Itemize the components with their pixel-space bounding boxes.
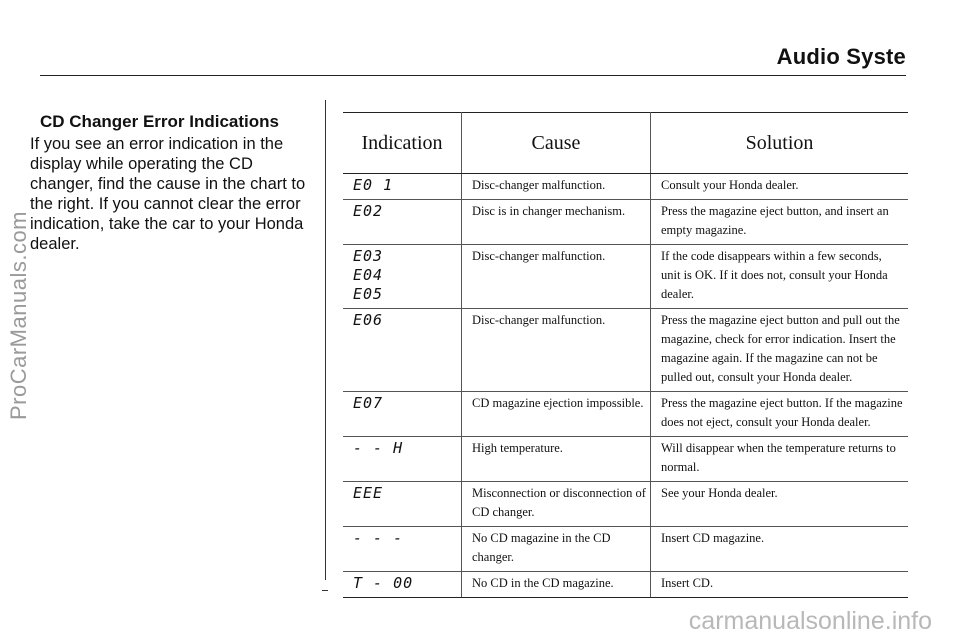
section-heading: CD Changer Error Indications <box>40 112 279 131</box>
solution-cell: Insert CD magazine. <box>651 527 909 572</box>
solution-cell: Press the magazine eject button, and insert an empty magazine. <box>651 200 909 245</box>
indication-cell <box>343 245 462 309</box>
solution-cell: If the code disappears within a few seconds, unit is OK. If it does not, consult your Honda dealer. <box>651 245 909 309</box>
solution-cell: See your Honda dealer. <box>651 482 909 527</box>
error-code: T - 00 <box>353 574 414 592</box>
header-solution: Solution <box>651 113 909 174</box>
table-row <box>343 482 908 527</box>
indication-cell <box>343 392 462 437</box>
column-divider <box>325 100 326 580</box>
cause-cell: No CD in the CD magazine. <box>462 572 651 598</box>
indication-cell <box>343 482 462 527</box>
table-header-row <box>343 113 908 174</box>
table-row <box>343 245 908 309</box>
error-code: EEE <box>353 484 384 502</box>
indication-cell <box>343 437 462 482</box>
table-row <box>343 527 908 572</box>
indication-cell <box>343 527 462 572</box>
table-row <box>343 392 908 437</box>
indication-cell <box>343 200 462 245</box>
header-indication: Indication <box>343 113 462 174</box>
solution-cell: Press the magazine eject button. If the magazine does not eject, consult your Honda dealer. <box>651 392 909 437</box>
solution-cell: Press the magazine eject button and pull out the magazine, check for error indication. Insert the magazine again. If the magazine can not be pulled out, consult your Honda dealer. <box>651 309 909 392</box>
solution-cell: Consult your Honda dealer. <box>651 174 909 200</box>
error-code: E04 <box>353 266 384 284</box>
cause-cell: Disc is in changer mechanism. <box>462 200 651 245</box>
solution-cell: Insert CD. <box>651 572 909 598</box>
error-code: E05 <box>353 285 384 303</box>
section-body-text: If you see an error indication in the display while operating the CD changer, find the cause in the chart to the right. If you cannot clear the error indication, take the car to your Honda dealer. <box>30 135 306 253</box>
cause-cell: Disc-changer malfunction. <box>462 309 651 392</box>
error-code: - - H <box>353 439 404 457</box>
header-cause: Cause <box>462 113 651 174</box>
indication-cell <box>343 174 462 200</box>
table-row <box>343 437 908 482</box>
side-watermark: ProCarManuals.com <box>6 210 31 420</box>
error-code: E02 <box>353 202 384 220</box>
cause-cell: Disc-changer malfunction. <box>462 174 651 200</box>
error-code: E07 <box>353 394 384 412</box>
column-divider-tick <box>322 590 328 591</box>
cause-cell: Misconnection or disconnection of CD changer. <box>462 482 651 527</box>
cause-cell: High temperature. <box>462 437 651 482</box>
indication-cell <box>343 309 462 392</box>
cause-cell: Disc-changer malfunction. <box>462 245 651 309</box>
table-row <box>343 309 908 392</box>
table-row <box>343 572 908 598</box>
error-code: - - - <box>353 529 404 547</box>
indication-cell <box>343 572 462 598</box>
footer-watermark: carmanualsonline.info <box>688 607 932 635</box>
header-rule <box>40 75 906 76</box>
table-row <box>343 200 908 245</box>
error-code: E03 <box>353 247 384 265</box>
table-row <box>343 174 908 200</box>
error-indication-table <box>343 112 908 598</box>
intro-column <box>30 112 314 254</box>
page-section-title: Audio Syste <box>776 44 906 69</box>
error-table-container <box>343 112 908 598</box>
solution-cell: Will disappear when the temperature returns to normal. <box>651 437 909 482</box>
cause-cell: No CD magazine in the CD changer. <box>462 527 651 572</box>
error-code: E0 1 <box>353 176 394 194</box>
cause-cell: CD magazine ejection impossible. <box>462 392 651 437</box>
error-code: E06 <box>353 311 384 329</box>
